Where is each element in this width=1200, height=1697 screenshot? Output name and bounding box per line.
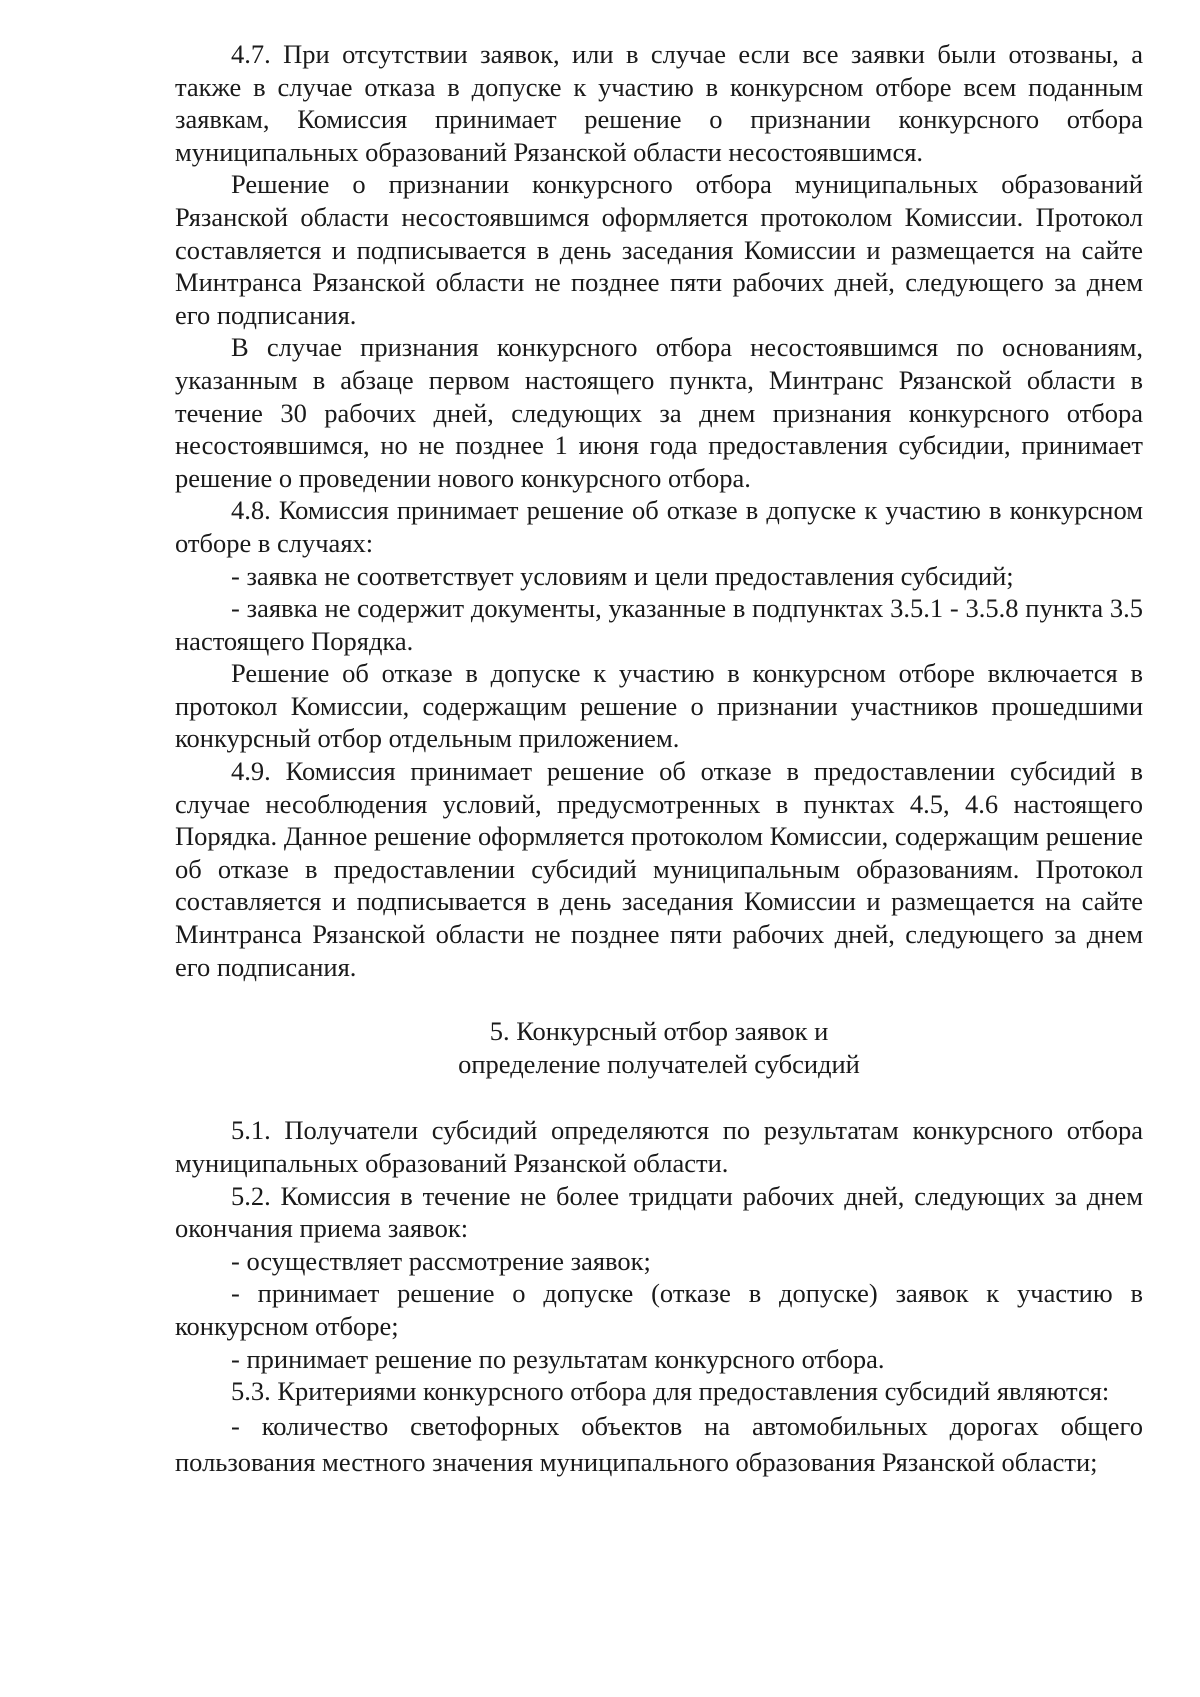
paragraph-4-7-new-selection: В случае признания конкурсного отбора несостоявшимся по основаниям, указанным в абзаце первом настоящего пункта, Минтранс Рязанской области в течение 30 рабочих дней, следующих за днем признания конкурсного отбора несостоявшимся, но не позднее 1 июня года предоставления субсидии, принимает решение о проведении нового конкурсного отбора. [175,332,1143,493]
paragraph-5-2: 5.2. Комиссия в течение не более тридцати рабочих дней, следующих за днем окончания приема заявок: [175,1180,1143,1244]
list-item: - заявка не содержит документы, указанные в подпунктах 3.5.1 - 3.5.8 пункта 3.5 настоящего Порядка. [175,593,1143,656]
section-5-heading-line-1: 5. Конкурсный отбор заявок и [489,1016,829,1047]
paragraph-4-7: 4.7. При отсутствии заявок, или в случае если все заявки были отозваны, а также в случае отказа в допуске к участию в конкурсном отборе всем поданным заявкам, Комиссия принимает решение о признании конкурсного отбора муниципальных образований Рязанской области несостоявшимся. [175,39,1143,167]
list-item: - осуществляет рассмотрение заявок; [231,1245,651,1276]
paragraph-4-9: 4.9. Комиссия принимает решение об отказе в предоставлении субсидий в случае несоблюдения условий, предусмотренных в пунктах 4.5, 4.6 настоящего Порядка. Данное решение оформляется протоколом Комиссии, содержащим решение об отказе в предоставлении субсидий муниципальным образованиям. Протокол составляется и подписывается в день заседания Комиссии и размещается на сайте Минтранса Рязанской области не позднее пяти рабочих дней, следующего за днем его подписания. [175,756,1143,982]
paragraph-5-3: 5.3. Критериями конкурсного отбора для предоставления субсидий являются: [231,1376,1110,1407]
document-body [175,38,1143,1480]
paragraph-4-7-protocol: Решение о признании конкурсного отбора муниципальных образований Рязанской области несостоявшимся оформляется протоколом Комиссии. Протокол составляется и подписывается в день заседания Комиссии и размещается на сайте Минтранса Рязанской области не позднее пяти рабочих дней, следующего за днем его подписания. [175,169,1143,330]
section-5-heading-line-2: определение получателей субсидий [458,1048,860,1079]
section-5-heading [175,1015,1143,1080]
list-item: - принимает решение о допуске (отказе в допуске) заявок к участию в конкурсном отборе; [175,1278,1143,1341]
paragraph-4-8-decision: Решение об отказе в допуске к участию в конкурсном отборе включается в протокол Комиссии, содержащим решение о признании участников прошедшими конкурсный отбор отдельным приложением. [175,658,1143,754]
paragraph-5-1: 5.1. Получатели субсидий определяются по результатам конкурсного отбора муниципальных образований Рязанской области. [175,1115,1143,1178]
list-item: - принимает решение по результатам конкурсного отбора. [231,1343,885,1374]
list-item: - количество светофорных объектов на автомобильных дорогах общего пользования местного значения муниципального образования Рязанской области; [175,1410,1143,1477]
list-item: - заявка не соответствует условиям и цели предоставления субсидий; [231,560,1014,591]
paragraph-4-8: 4.8. Комиссия принимает решение об отказе в допуске к участию в конкурсном отборе в случаях: [175,495,1143,558]
